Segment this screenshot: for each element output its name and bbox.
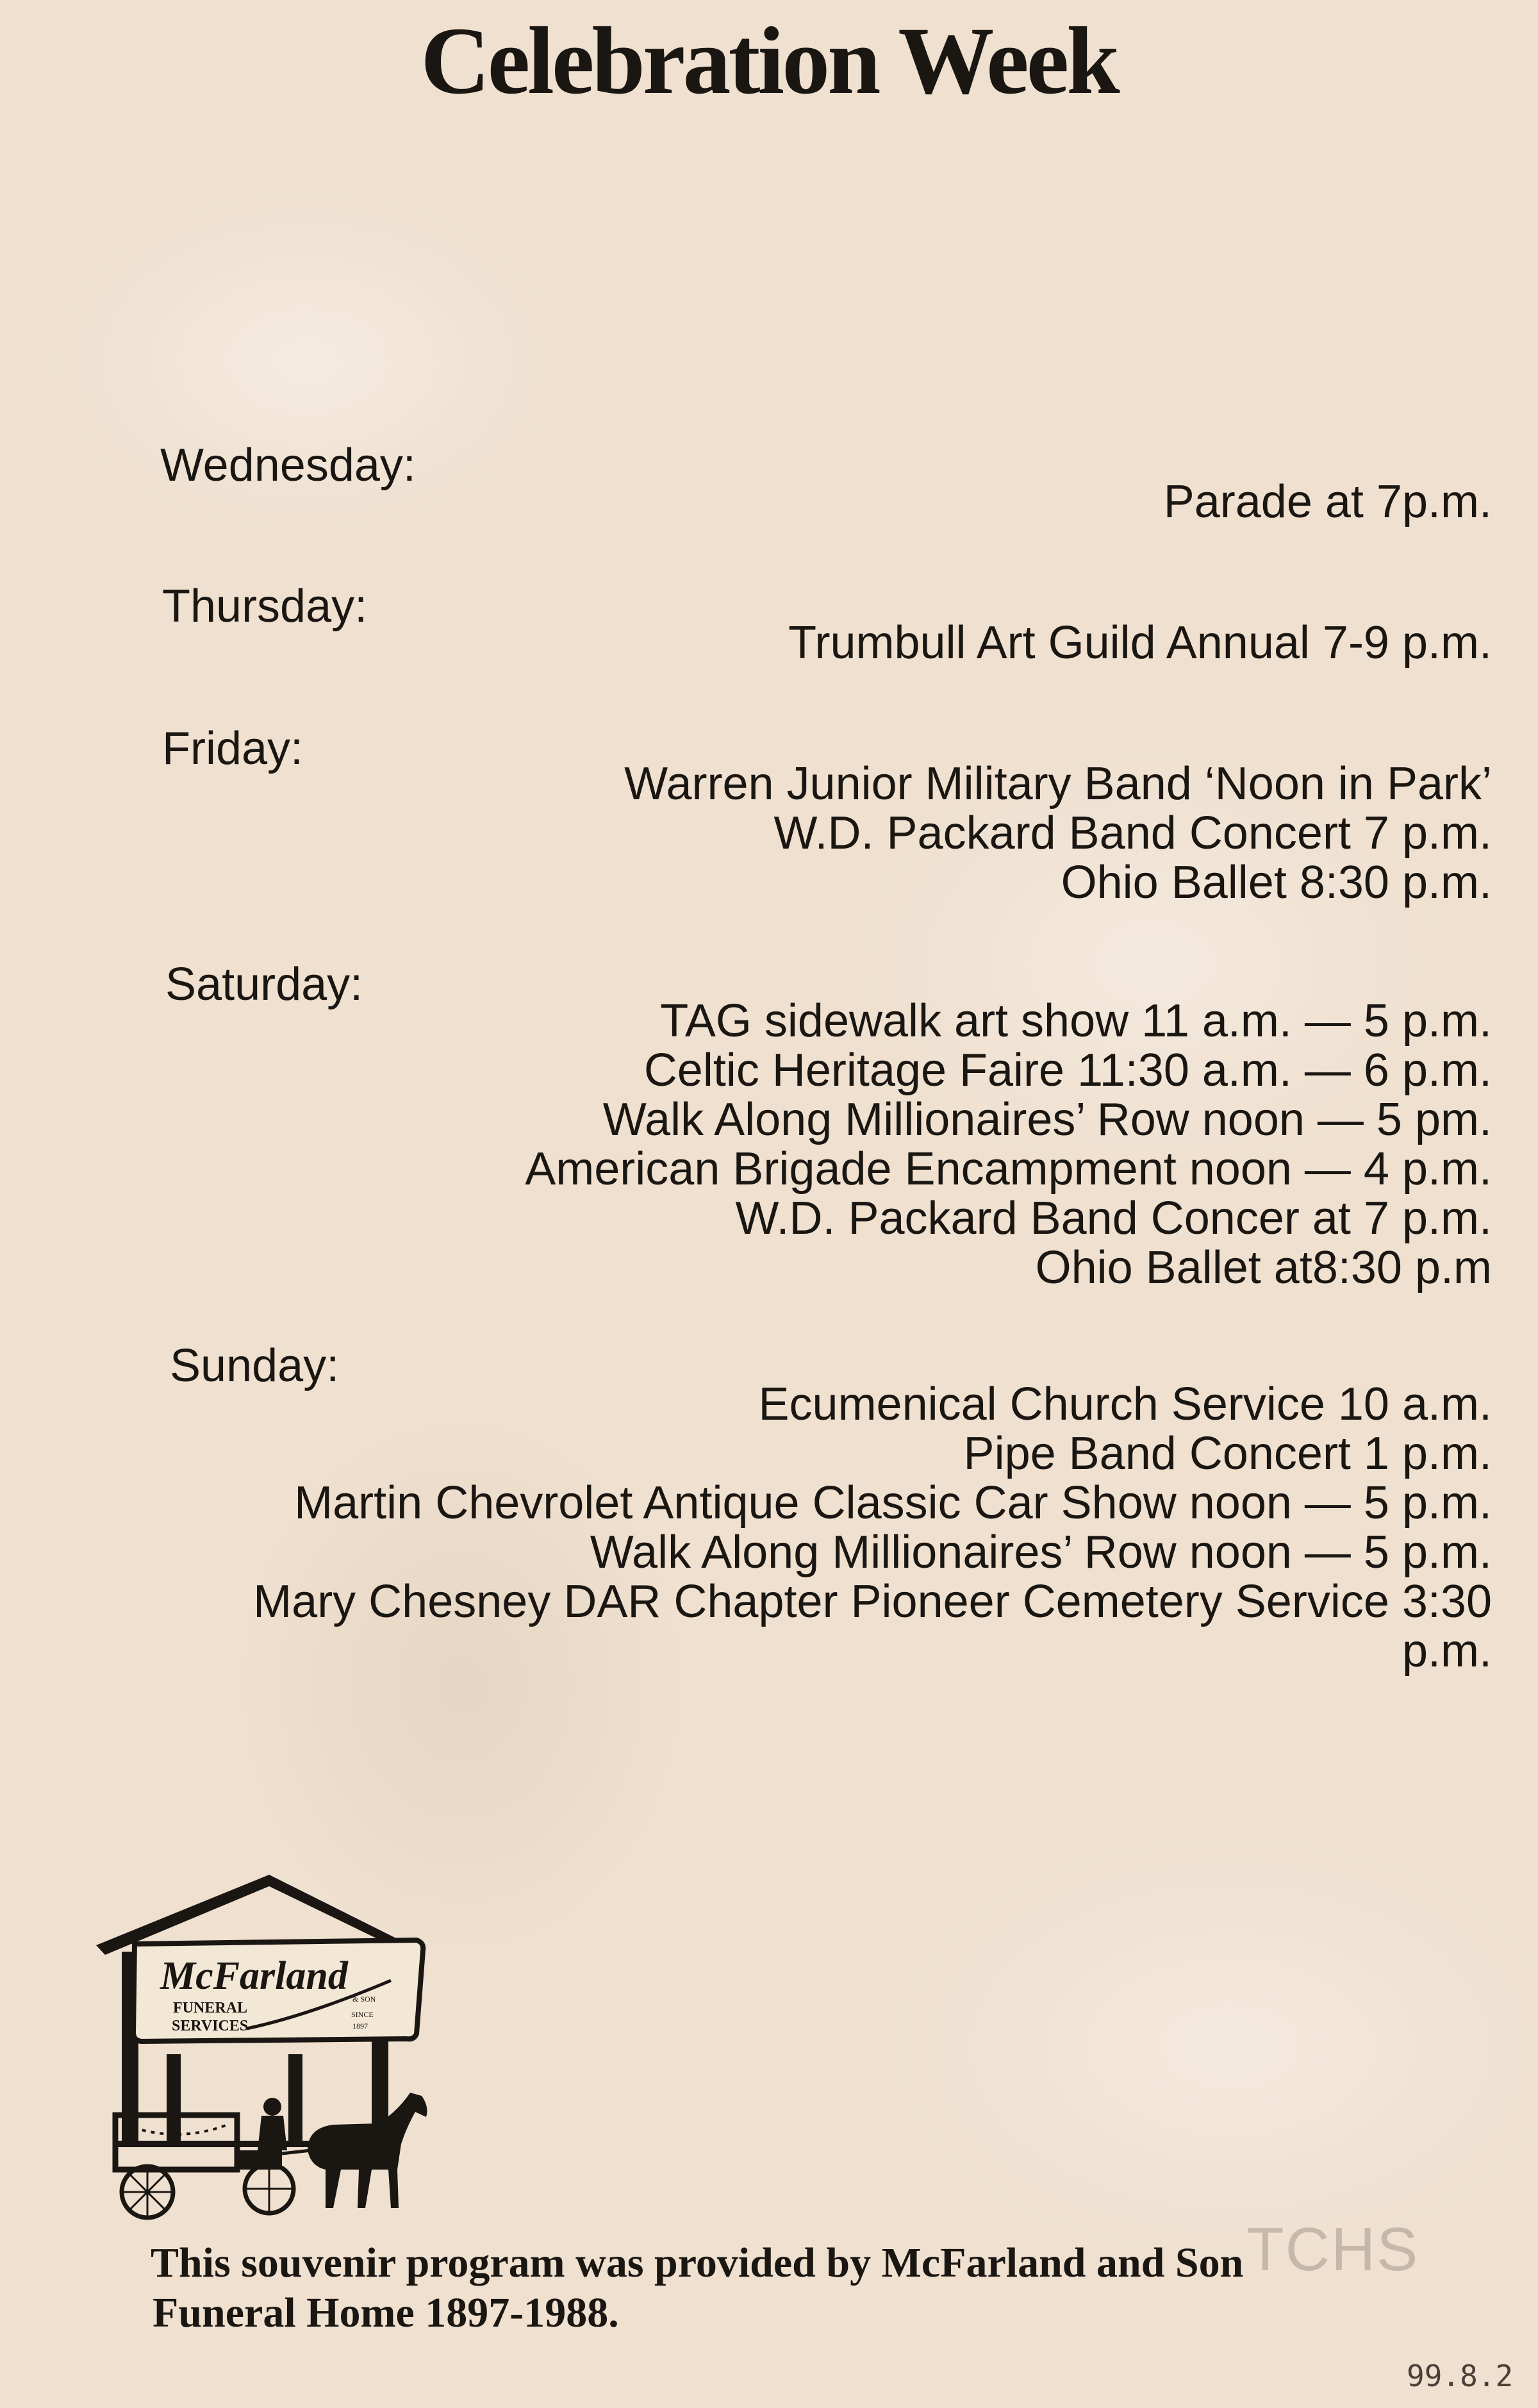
footer-line-2: Funeral Home 1897-1988. xyxy=(153,2289,619,2336)
logo-since: SINCE xyxy=(351,2010,374,2019)
day-label-saturday: Saturday: xyxy=(165,959,363,1010)
event-item: Ohio Ballet at8:30 p.m xyxy=(1035,1242,1492,1293)
mcfarland-logo xyxy=(96,1868,442,2227)
event-item: Martin Chevrolet Antique Classic Car Show noon — 5 p.m. xyxy=(294,1477,1492,1529)
events-saturday xyxy=(525,997,1492,1293)
event-item: Ohio Ballet 8:30 p.m. xyxy=(1061,857,1492,908)
day-label-friday: Friday: xyxy=(162,723,304,774)
event-item: p.m. xyxy=(1402,1625,1492,1677)
day-label-wednesday: Wednesday: xyxy=(160,440,416,491)
catalog-number: 99.8.2 xyxy=(1407,2359,1514,2393)
page-title: Celebration Week xyxy=(420,8,1118,114)
event-item: Walk Along Millionaires’ Row noon — 5 pm. xyxy=(602,1094,1492,1145)
logo-line1: FUNERAL xyxy=(173,2000,248,2016)
event-item: Trumbull Art Guild Annual 7-9 p.m. xyxy=(788,617,1492,668)
event-item: Walk Along Millionaires’ Row noon — 5 p.m. xyxy=(590,1527,1492,1578)
event-item: Pipe Band Concert 1 p.m. xyxy=(963,1428,1492,1479)
logo-year: 1897 xyxy=(352,2022,368,2030)
event-item: Celtic Heritage Faire 11:30 a.m. — 6 p.m. xyxy=(643,1045,1492,1096)
event-item: Parade at 7p.m. xyxy=(1163,476,1492,527)
event-item: W.D. Packard Band Concer at 7 p.m. xyxy=(735,1193,1492,1244)
logo-son: & SON xyxy=(352,1995,376,2004)
events-thursday xyxy=(788,619,1492,668)
watermark: TCHS xyxy=(1246,2215,1419,2284)
events-sunday xyxy=(253,1380,1492,1676)
event-item: American Brigade Encampment noon — 4 p.m. xyxy=(525,1143,1492,1195)
footer-line-1: This souvenir program was provided by McFarland and Son xyxy=(151,2239,1244,2286)
event-item: Warren Junior Military Band ‘Noon in Park’ xyxy=(624,758,1492,810)
event-item: Ecumenical Church Service 10 a.m. xyxy=(758,1379,1492,1430)
day-label-thursday: Thursday: xyxy=(162,581,368,632)
event-item: TAG sidewalk art show 11 a.m. — 5 p.m. xyxy=(660,995,1492,1047)
event-item: Mary Chesney DAR Chapter Pioneer Cemetery Service 3:30 xyxy=(253,1576,1492,1627)
events-wednesday xyxy=(1164,477,1492,527)
day-label-sunday: Sunday: xyxy=(170,1340,340,1391)
logo-name: McFarland xyxy=(160,1954,348,1998)
logo-line2: SERVICES xyxy=(172,2018,249,2034)
events-friday xyxy=(624,760,1492,908)
event-item: W.D. Packard Band Concert 7 p.m. xyxy=(773,808,1492,859)
